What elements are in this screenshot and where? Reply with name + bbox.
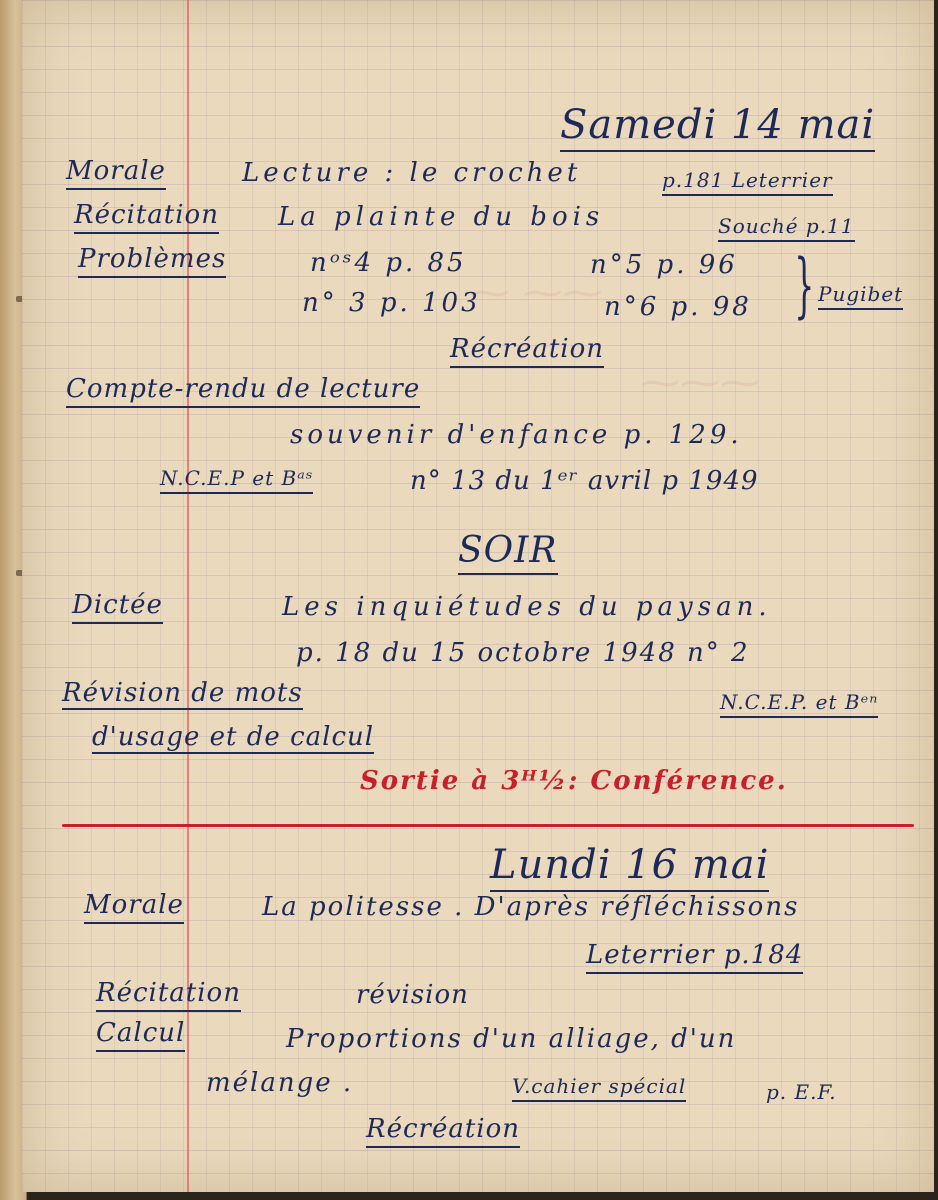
- saturday-problem-3: n° 3 p. 103: [302, 288, 481, 318]
- evening-title: SOIR: [458, 530, 558, 575]
- saturday-compte-rendu-label: Compte-rendu de lecture: [66, 374, 420, 408]
- saturday-morale-ref: p.181 Leterrier: [662, 168, 833, 196]
- saturday-problem-4: n°6 p. 98: [604, 292, 752, 322]
- saturday-date-heading: Samedi 14 mai: [560, 102, 875, 152]
- evening-revision-ref: N.C.E.P. et Bᵉⁿ: [720, 690, 878, 718]
- monday-calcul-ref: V.cahier spécial: [512, 1074, 686, 1102]
- saturday-compte-rendu-text: souvenir d'enfance p. 129.: [290, 420, 743, 450]
- saturday-ncep-label: N.C.E.P et Bᵃˢ: [160, 466, 313, 494]
- saturday-recitation-ref: Souché p.11: [718, 214, 855, 242]
- saturday-morale-label: Morale: [66, 156, 166, 190]
- monday-calcul-label: Calcul: [96, 1018, 185, 1052]
- saturday-recitation-text: La plainte du bois: [278, 202, 605, 232]
- brace-icon: }: [794, 244, 815, 326]
- saturday-ncep-text: n° 13 du 1ᵉʳ avril p 1949: [410, 466, 759, 496]
- saturday-morale-text: Lecture : le crochet: [242, 158, 582, 188]
- monday-date-heading: Lundi 16 mai: [490, 842, 769, 892]
- saturday-problem-2: n°5 p. 96: [590, 250, 738, 280]
- margin-line: [187, 0, 189, 1192]
- show-through-decoration: ⁓ ⁓⁓: [470, 270, 603, 316]
- monday-recitation-text: révision: [356, 980, 469, 1010]
- monday-morale-ref: Leterrier p.184: [586, 940, 803, 974]
- evening-revision-label: Révision de mots: [62, 678, 303, 708]
- evening-dictee-label: Dictée: [72, 590, 163, 624]
- show-through-decoration: ⁓⁓⁓: [640, 360, 760, 406]
- evening-sortie-note: Sortie à 3ᴴ½: Conférence.: [360, 766, 788, 796]
- evening-dictee-ref: p. 18 du 15 octobre 1948 n° 2: [296, 638, 750, 668]
- monday-morale-text: La politesse . D'après réfléchissons: [262, 892, 800, 922]
- monday-morale-label: Morale: [84, 890, 184, 924]
- saturday-recitation-label: Récitation: [74, 200, 219, 234]
- monday-recreation: Récréation: [366, 1114, 520, 1148]
- monday-recitation-label: Récitation: [96, 978, 241, 1012]
- saturday-recreation: Récréation: [450, 334, 604, 368]
- day-divider: [62, 824, 914, 827]
- monday-calcul-text-2: mélange .: [206, 1068, 354, 1098]
- evening-dictee-text: Les inquiétudes du paysan.: [282, 592, 772, 622]
- monday-calcul-text: Proportions d'un alliage, d'un: [286, 1024, 737, 1054]
- monday-calcul-ref-2: p. E.F.: [766, 1080, 837, 1104]
- saturday-problem-1: nᵒˢ4 p. 85: [310, 248, 467, 278]
- evening-usage-label: d'usage et de calcul: [92, 722, 375, 752]
- saturday-problem-ref: Pugibet: [818, 282, 903, 310]
- saturday-problemes-label: Problèmes: [78, 244, 226, 278]
